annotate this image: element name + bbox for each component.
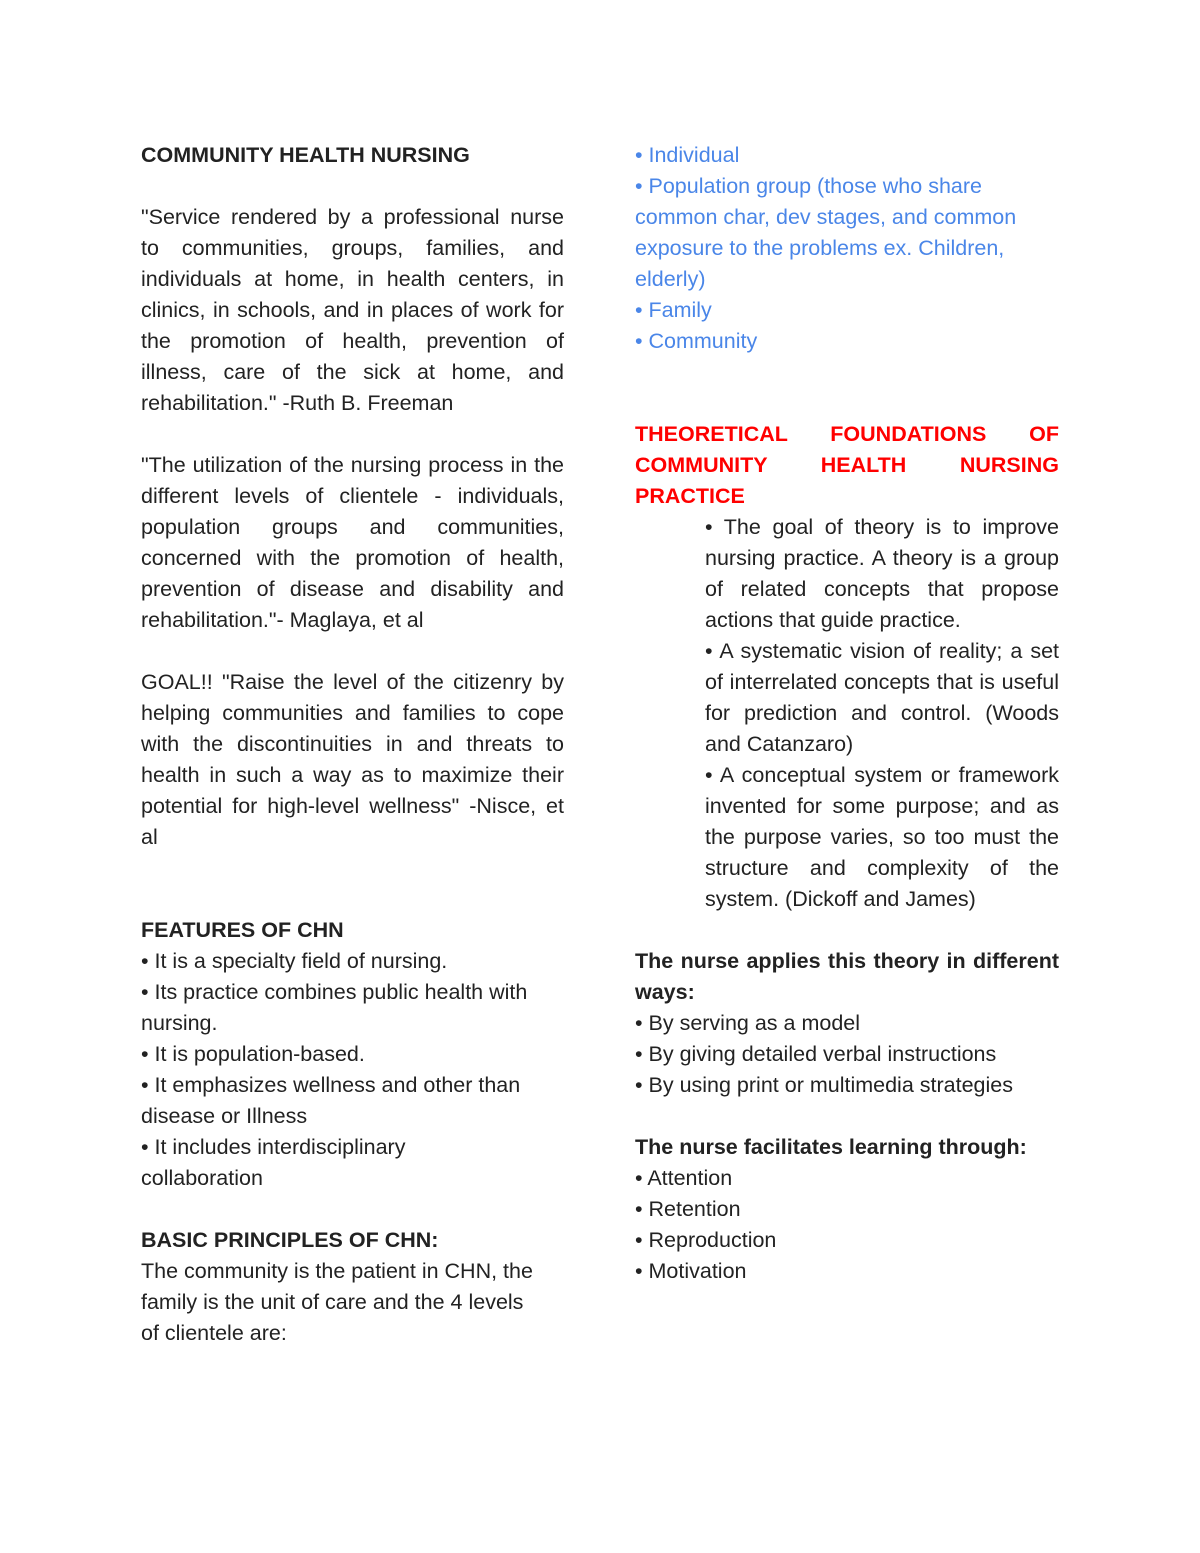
principles-heading: BASIC PRINCIPLES OF CHN:	[141, 1228, 439, 1252]
maglaya-definition: "The utilization of the nursing process in the different levels of clientele - individuals, population groups and communities, concerned with the promotion of health, prevention of disease and disability and rehabilitation."- Maglaya, et al	[141, 453, 564, 632]
list-item: • It emphasizes wellness and other than disease or Illness	[141, 1073, 521, 1128]
left-column	[141, 140, 564, 1349]
applies-heading: The nurse applies this theory in different ways:	[635, 949, 1059, 1004]
applies-list	[635, 1008, 1059, 1101]
theory-point: • The goal of theory is to improve nursing practice. A theory is a group of related concepts that propose actions that guide practice.	[705, 515, 1059, 632]
clientele-list	[635, 140, 1059, 357]
features-heading: FEATURES OF CHN	[141, 918, 344, 942]
theory-heading: THEORETICAL FOUNDATIONS OF COMMUNITY HEALTH NURSING PRACTICE	[635, 422, 1059, 508]
list-item: • Community	[635, 329, 758, 353]
facilitates-heading: The nurse facilitates learning through:	[635, 1135, 1027, 1159]
list-item: • Reproduction	[635, 1228, 777, 1252]
list-item: • Retention	[635, 1197, 741, 1221]
list-item: • Family	[635, 298, 712, 322]
theory-point: • A systematic vision of reality; a set of interrelated concepts that is useful for prediction and control. (Woods and Catanzaro)	[705, 639, 1059, 756]
list-item: • Individual	[635, 143, 740, 167]
list-item: • It is a specialty field of nursing.	[141, 949, 448, 973]
list-item: • It includes interdisciplinary collaboration	[141, 1135, 406, 1190]
list-item: • By using print or multimedia strategies	[635, 1073, 1013, 1097]
principles-text: The community is the patient in CHN, the family is the unit of care and the 4 levels of clientele are:	[141, 1259, 533, 1345]
freeman-definition: "Service rendered by a professional nurse to communities, groups, families, and individuals at home, in health centers, in clinics, in schools, and in places of work for the promotion of health, prevention of illness, care of the sick at home, and rehabilitation." -Ruth B. Freeman	[141, 205, 564, 415]
goal-statement: GOAL!! "Raise the level of the citizenry by helping communities and families to cope with the discontinuities in and threats to health in such a way as to maximize their potential for high-level wellness" -Nisce, et al	[141, 670, 564, 849]
right-column	[635, 140, 1059, 1287]
features-list	[141, 946, 564, 1194]
facilitates-list	[635, 1163, 1059, 1287]
theory-points	[705, 512, 1059, 915]
document-title: COMMUNITY HEALTH NURSING	[141, 143, 470, 167]
list-item: • It is population-based.	[141, 1042, 365, 1066]
list-item: • By giving detailed verbal instructions	[635, 1042, 997, 1066]
list-item: • Its practice combines public health with nursing.	[141, 980, 528, 1035]
list-item: • Attention	[635, 1166, 733, 1190]
list-item: • By serving as a model	[635, 1011, 861, 1035]
list-item: • Motivation	[635, 1259, 747, 1283]
theory-point: • A conceptual system or framework invented for some purpose; and as the purpose varies, so too must the structure and complexity of the system. (Dickoff and James)	[705, 763, 1059, 911]
list-item: • Population group (those who share common char, dev stages, and common exposure to the problems ex. Children, elderly)	[635, 174, 1017, 291]
